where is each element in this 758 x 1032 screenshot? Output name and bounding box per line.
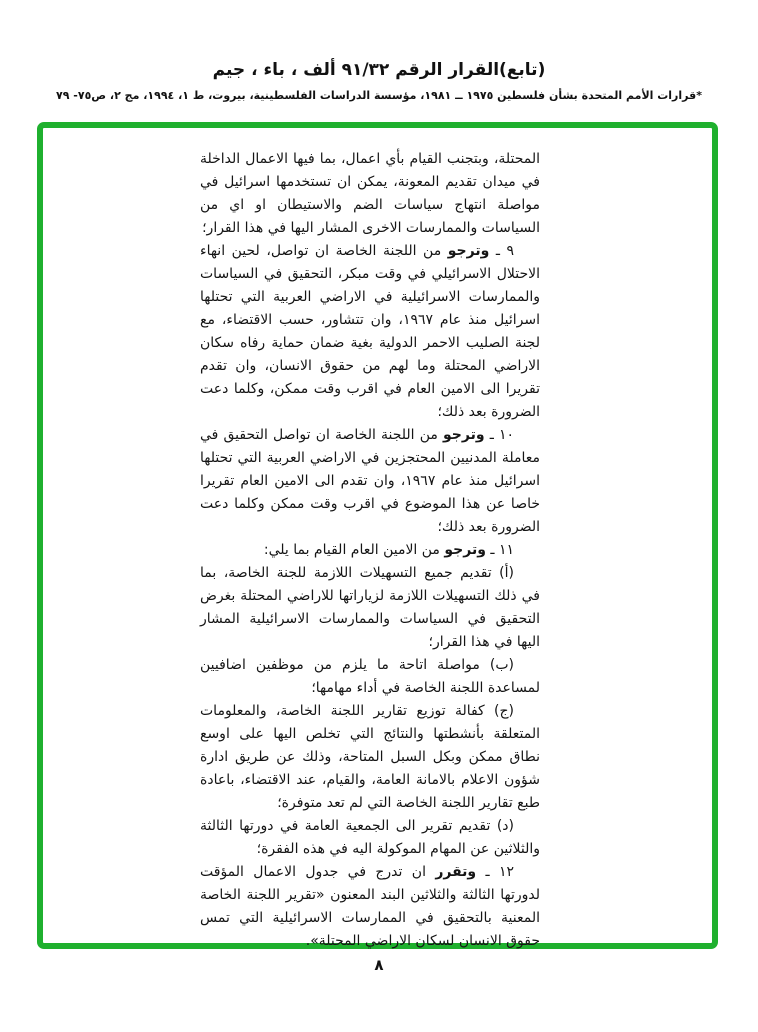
text-segment: ١٠ ـ bbox=[484, 427, 514, 443]
page-number: ٨ bbox=[374, 956, 384, 974]
resolution-title: (تابع)القرار الرقم ٩١/٣٢ ألف ، باء ، جيم bbox=[212, 60, 546, 80]
bold-keyword: وترجو bbox=[443, 427, 485, 443]
text-segment: ان تدرج في جدول الاعمال المؤقت لدورتها الثالثة والثلاثين البند المعنون «تقرير اللجنة الخاصة المعنية بالتحقيق في الممارسات الاسرائيلية التي تمس حقوق الانسان لسكان الاراضي المحتلة». bbox=[200, 864, 540, 949]
bold-keyword: وترجو bbox=[447, 243, 490, 259]
paragraph bbox=[200, 815, 540, 861]
text-segment: (ب) مواصلة اتاحة ما يلزم من موظفين اضافيين لمساعدة اللجنة الخاصة في أداء مهامها؛ bbox=[200, 657, 540, 696]
text-block bbox=[200, 148, 540, 953]
text-segment: من اللجنة الخاصة ان تواصل التحقيق في معاملة المدنيين المحتجزين في الاراضي العربية التي تحتلها اسرائيل منذ عام ١٩٦٧، وان تقدم الى الامين العام تقريرا خاصا عن هذا الموضوع في اقرب وقت ممكن وكلما دعت الضرورة بعد ذلك؛ bbox=[200, 427, 540, 535]
text-segment: المحتلة، وبتجنب القيام بأي اعمال، بما فيها الاعمال الداخلة في ميدان تقديم المعونة، يمكن ان تستخدمها اسرائيل في مواصلة انتهاج سياسات الضم والاستيطان او اي من السياسات والممارسات الاخرى المشار اليها في هذا القرار؛ bbox=[200, 151, 540, 236]
source-citation: *قرارات الأمم المتحدة بشأن فلسطين ١٩٧٥ ــ ١٩٨١، مؤسسة الدراسات الفلسطينية، بيروت، ط ١، ١٩٩٤، مج ٢، ص٧٥- ٧٩ bbox=[56, 89, 702, 102]
paragraph bbox=[200, 562, 540, 654]
paragraph bbox=[200, 539, 540, 562]
text-segment: ١١ ـ bbox=[485, 542, 514, 558]
paragraph bbox=[200, 424, 540, 539]
text-segment: ٩ ـ bbox=[489, 243, 514, 259]
paragraph bbox=[200, 861, 540, 953]
text-segment: ١٢ ـ bbox=[476, 864, 514, 880]
paragraph bbox=[200, 148, 540, 240]
text-segment: (أ) تقديم جميع التسهيلات اللازمة للجنة الخاصة، بما في ذلك التسهيلات اللازمة لزياراتها للاراضي المحتلة بغرض التحقيق في السياسات والممارسات الاسرائيلية المشار اليها في هذا القرار؛ bbox=[200, 565, 540, 650]
text-segment: (د) تقديم تقرير الى الجمعية العامة في دورتها الثالثة والثلاثين عن المهام الموكولة اليه في هذه الفقرة؛ bbox=[200, 818, 540, 857]
text-segment: من الامين العام القيام بما يلي: bbox=[263, 542, 445, 558]
paragraph bbox=[200, 240, 540, 424]
paragraph bbox=[200, 700, 540, 815]
bold-keyword: وترجو bbox=[444, 542, 486, 558]
text-segment: من اللجنة الخاصة ان تواصل، لحين انهاء الاحتلال الاسرائيلي في وقت مبكر، التحقيق في السياسات والممارسات الاسرائيلية في الاراضي العربية التي تحتلها اسرائيل منذ عام ١٩٦٧، وان تتشاور، حسب الاقتضاء، مع لجنة الصليب الاحمر الدولية بغية ضمان حماية رفاه سكان الاراضي المحتلة وما لهم من حقوق الانسان، وان تقدم تقريرا الى الامين العام في اقرب وقت ممكن، وكلما دعت الضرورة بعد ذلك؛ bbox=[200, 243, 540, 420]
bold-keyword: وتقرر bbox=[435, 864, 477, 880]
document-header bbox=[0, 58, 758, 103]
text-segment: (ج) كفالة توزيع تقارير اللجنة الخاصة، والمعلومات المتعلقة بأنشطتها والنتائج التي تخلص اليها على اوسع نطاق ممكن وبكل السبل المتاحة، وذلك عن طريق ادارة شؤون الاعلام بالامانة العامة، والقيام، عند الاقتضاء، باعادة طبع تقارير اللجنة الخاصة التي لم تعد متوفرة؛ bbox=[200, 703, 540, 811]
paragraph bbox=[200, 654, 540, 700]
